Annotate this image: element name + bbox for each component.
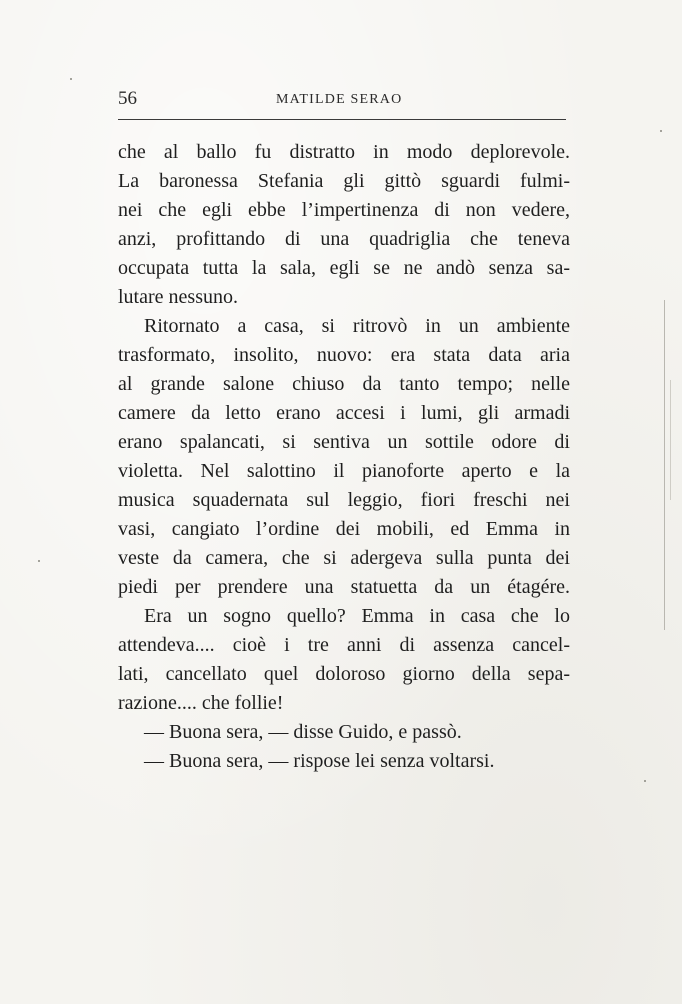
text-line: che al ballo fu distratto in modo deplorevole. bbox=[118, 141, 570, 163]
text-line: attendeva.... cioè i tre anni di assenza cancel- bbox=[118, 634, 570, 656]
binding-shadow bbox=[664, 300, 665, 630]
text-line: camere da letto erano accesi i lumi, gli armadi bbox=[118, 402, 570, 424]
text-line: — Buona sera, — rispose lei senza voltarsi. bbox=[144, 750, 495, 772]
text-line: lati, cancellato quel doloroso giorno della sepa- bbox=[118, 663, 570, 685]
text-line: lutare nessuno. bbox=[118, 286, 238, 308]
text-line: vasi, cangiato l’ordine dei mobili, ed Emma in bbox=[118, 518, 570, 540]
header-rule bbox=[118, 119, 566, 120]
page-number: 56 bbox=[118, 88, 137, 109]
text-line: anzi, profittando di una quadriglia che teneva bbox=[118, 228, 570, 250]
text-line: erano spalancati, si sentiva un sottile odore di bbox=[118, 431, 570, 453]
text-line: piedi per prendere una statuetta da un étagére. bbox=[118, 576, 570, 598]
text-line: violetta. Nel salottino il pianoforte aperto e la bbox=[118, 460, 570, 482]
text-line: veste da camera, che si adergeva sulla punta dei bbox=[118, 547, 570, 569]
running-title: MATILDE SERAO bbox=[276, 92, 403, 107]
text-line: trasformato, insolito, nuovo: era stata data aria bbox=[118, 344, 570, 366]
running-head bbox=[118, 88, 570, 118]
text-line: — Buona sera, — disse Guido, e passò. bbox=[144, 721, 462, 743]
text-line: occupata tutta la sala, egli se ne andò senza sa- bbox=[118, 257, 570, 279]
text-line: musica squadernata sul leggio, fiori freschi nei bbox=[118, 489, 570, 511]
paper-speck bbox=[644, 780, 646, 782]
text-line: Era un sogno quello? Emma in casa che lo bbox=[144, 605, 570, 627]
body-text bbox=[118, 138, 570, 776]
text-line: al grande salone chiuso da tanto tempo; nelle bbox=[118, 373, 570, 395]
text-line: Ritornato a casa, si ritrovò in un ambiente bbox=[144, 315, 570, 337]
paper-speck bbox=[70, 78, 72, 80]
paper-speck bbox=[38, 560, 40, 562]
paper-speck bbox=[660, 130, 662, 132]
binding-shadow bbox=[670, 380, 671, 500]
text-line: razione.... che follie! bbox=[118, 692, 284, 714]
text-line: La baronessa Stefania gli gittò sguardi fulmi- bbox=[118, 170, 570, 192]
text-line: nei che egli ebbe l’impertinenza di non vedere, bbox=[118, 199, 570, 221]
